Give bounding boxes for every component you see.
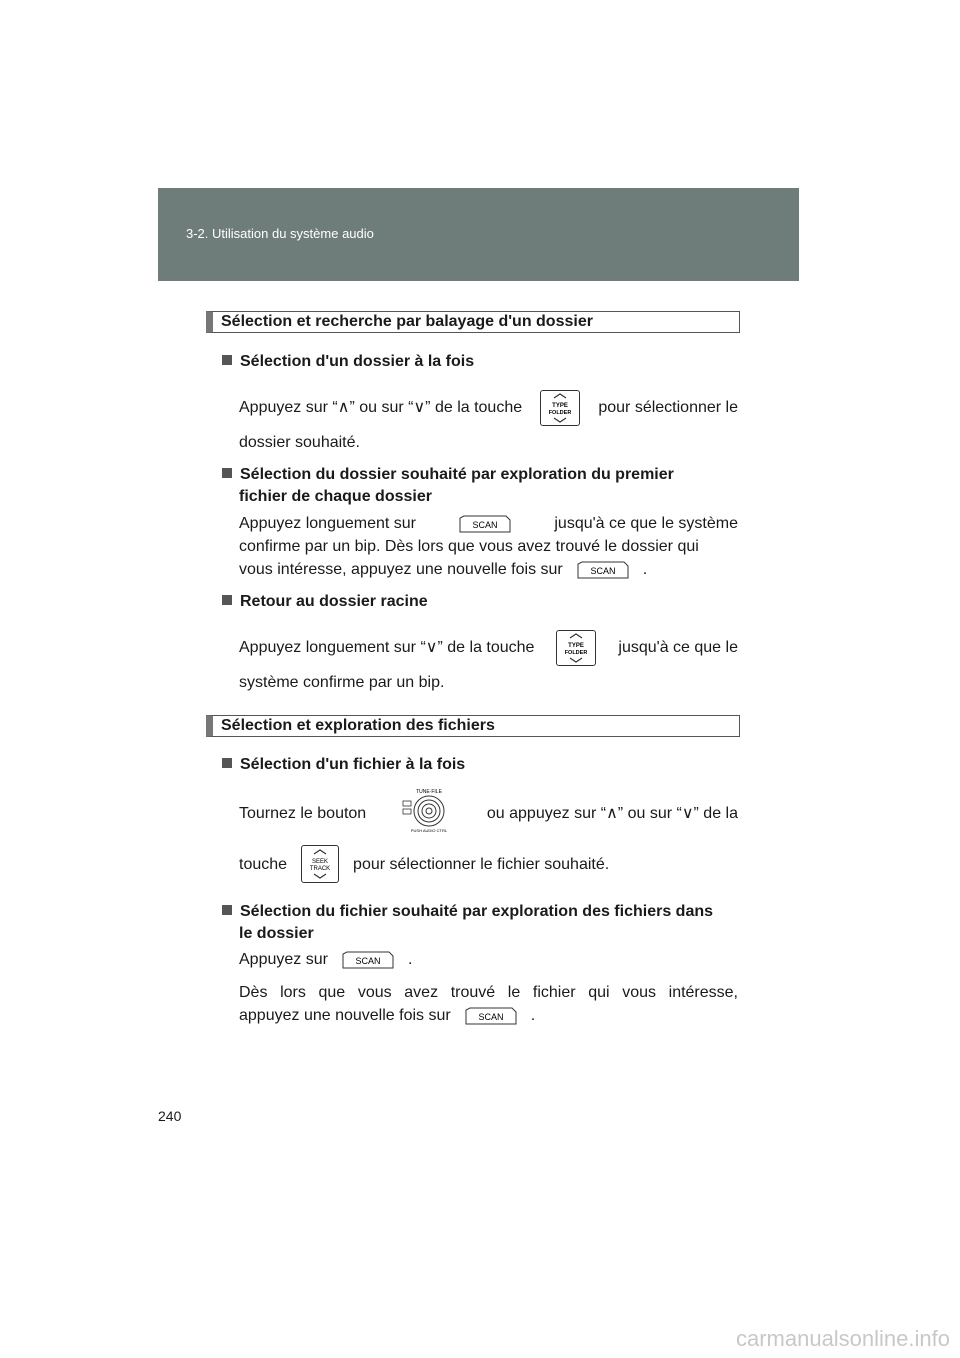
svg-text:FOLDER: FOLDER	[565, 650, 588, 656]
para-root-folder: Appuyez longuement sur “∨” de la touche TYPE FOLDER jusqu'à ce que le système confirme par un bip.	[239, 630, 738, 700]
bullet-root-folder: Retour au dossier racine	[222, 591, 742, 613]
bullet-explore-folder: Sélection du dossier souhaité par exploration du premier fichier de chaque dossier	[222, 464, 742, 508]
scan-button-icon	[342, 951, 394, 969]
type-folder-button-icon	[556, 630, 596, 666]
svg-text:TUNE·FILE: TUNE·FILE	[415, 788, 442, 795]
bullet-explore-files: Sélection du fichier souhaité par exploration des fichiers dans le dossier	[222, 901, 742, 945]
svg-text:PUSH AUDIO CTRL: PUSH AUDIO CTRL	[410, 827, 447, 833]
para-explore-files: Appuyez sur SCAN . Dès lors que vous avez trouvé le fichier qui vous intéresse, appuyez une nouvelle fois sur SCAN .	[239, 951, 738, 1024]
watermark: carmanualsonline.info	[735, 1326, 950, 1351]
bullet-select-folder: Sélection d'un dossier à la fois	[222, 351, 742, 373]
svg-text:FOLDER: FOLDER	[548, 410, 572, 416]
section-title-files: Sélection et exploration des fichiers	[206, 715, 740, 737]
seek-track-button-icon	[301, 845, 339, 883]
para-select-folder: Appuyez sur “∧” ou sur “∨” de la touche TYPE FOLDER pour sélectionner le dossier souhaité.	[239, 390, 738, 460]
svg-text:SEEK: SEEK	[312, 859, 329, 865]
section-title-folder: Sélection et recherche par balayage d'un dossier	[206, 311, 740, 333]
para-explore-folder: Appuyez longuement sur SCAN jusqu'à ce que le système confirme par un bip. Dès lors que vous avez trouvé le dossier qui vous intéresse, appuyez une nouvelle fois sur SCAN .	[239, 515, 738, 578]
breadcrumb: 3-2. Utilisation du système audio	[186, 226, 374, 241]
svg-text:TYPE: TYPE	[552, 403, 569, 409]
bullet-select-file: Sélection d'un fichier à la fois	[222, 754, 742, 776]
bullet-square-icon	[222, 355, 232, 365]
type-folder-button-icon	[540, 390, 580, 426]
svg-text:TYPE: TYPE	[568, 643, 585, 649]
bullet-square-icon	[222, 905, 232, 915]
svg-text:SCAN: SCAN	[355, 955, 381, 966]
scan-button-icon	[577, 561, 629, 579]
bullet-square-icon	[222, 468, 232, 478]
svg-text:SCAN: SCAN	[478, 1011, 504, 1022]
chapter-header	[158, 188, 799, 281]
page-number: 240	[158, 1108, 182, 1124]
tune-file-knob-icon	[399, 787, 455, 840]
svg-text:SCAN: SCAN	[590, 565, 616, 576]
svg-text:TRACK: TRACK	[309, 866, 331, 872]
bullet-square-icon	[222, 758, 232, 768]
bullet-square-icon	[222, 595, 232, 605]
scan-button-icon	[459, 515, 511, 533]
svg-text:SCAN: SCAN	[472, 519, 498, 530]
para-select-file: Tournez le bouton TUNE·FILE PUSH AUDIO CTRL ou appuyez sur “∧” ou sur “∨” de la touche SEEK TRACK pour sélectionner le fichier souhaité.	[239, 788, 738, 884]
scan-button-icon	[465, 1007, 517, 1025]
